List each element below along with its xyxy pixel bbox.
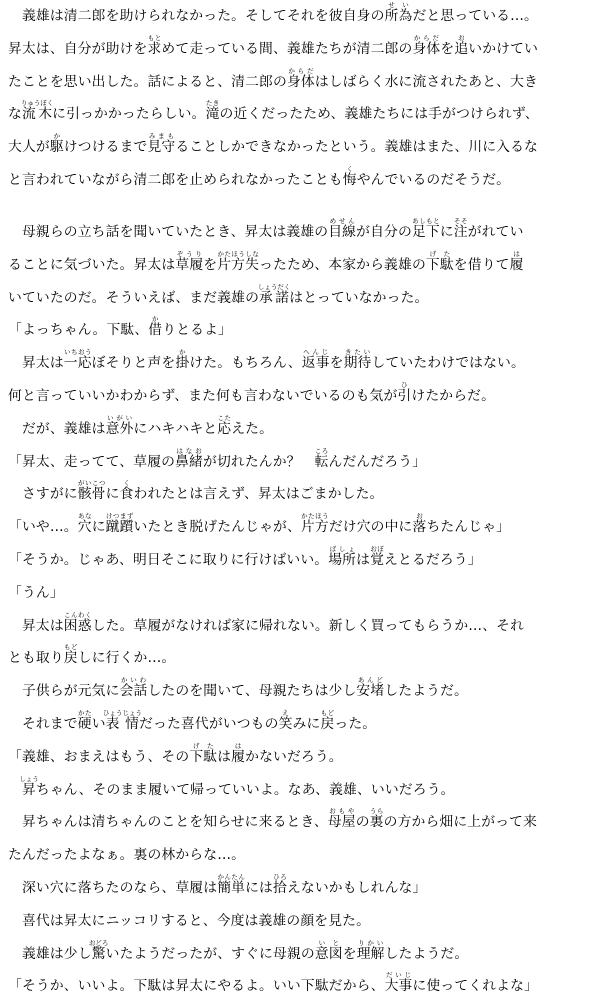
text-line: 義雄は清二郎を助けられなかった。そしてそれを彼自身の所為せいだと思っている…。 [8,1,539,24]
text-line: だが、義雄は意外いがいにハキハキと応こたえた。 [8,413,274,437]
text-line: 昇太は一応いちおうぼそりと声を掛かけた。もちろん、返事へんじを期待きたいしていたわけではない。 [8,348,525,372]
text-line: 「そうか。じゃあ、明日そこに取りに行けばいい。場所ばしょは覚おぼえとるだろう」 [8,544,482,568]
text-line: さすがに骸骨がいこつに食くわれたとは言えず、昇太はごまかした。 [8,479,384,503]
text-line: 「いや…。穴あなに蹴躓けつまずいたとき脱げたんじゃが、片方かたほうだけ穴の中に落おちたんじゃ」 [8,512,511,536]
text-line: 「昇太、走ってて、草履の鼻緒はなおが切れたんか？ 転ころんだんだろう」 [8,446,427,470]
text-line: ることに気づいた。昇太は草履ぞうりを片方失かたほうしなったため、本家から義雄の下駄げたを借りて履は [8,249,524,273]
text-line: 深い穴に落ちたのなら、草履は簡単かんたんには拾ひろえないかもしれんな」 [8,872,427,896]
text-line: 母親らの立ち話を聞いていたとき、昇太は義雄の目線めせんが自分の足あし下もとに注そそがれてい [8,217,524,240]
paragraph-2 [8,216,601,1003]
text-line: それまで硬かたい表情ひょうじょうだった喜代がいつもの笑えみに戻もどった。 [8,708,377,732]
text-line: 昇太は、自分が助けを求もとめて走っている間、義雄たちが清二郎の身体からだを追おいかけてい [8,33,539,57]
text-line: たんだったよなぁ。裏の林からな…。 [8,847,246,864]
text-line: とも取り戻もどしに行くか…。 [8,643,176,667]
text-line: 「よっちゃん。下駄、借かりとるよ」 [8,315,232,339]
text-line: 「義雄、おまえはもう、その下駄げたは履はかないだろう。 [8,741,343,765]
text-line: 昇しょうちゃん、そのまま履いて帰っていいよ。なあ、義雄、いいだろう。 [19,774,455,798]
text-line: いていたのだ。そういえば、まだ義雄の承諾しょうだくはとっていなかった。 [8,282,429,306]
text-line: と言われていながら清二郎を止められなかったことも悔くやんでいるのだそうだ。 [8,164,511,188]
text-line: 義雄は少し驚おどろいたようだったが、すぐに母親の意図いとを理解りかいしたようだ。 [8,938,469,962]
text-line: 「そうか、いいよ。下駄は昇太にやるよ。いい下駄だから、大事だいじに使ってくれよな」 [8,971,539,995]
text-line: 「うん」 [8,584,64,601]
text-line: 何と言っていいかわからず、また何も言わないでいるのも気が引ひけたからだ。 [8,380,496,404]
text-line: な流木りゅうぼくに引っかかったらしい。滝たきの近くだったため、義雄たちには手がつけられず、 [8,99,539,123]
text-line: 昇ちゃんは清ちゃんのことを知らせに来るとき、母屋おもやの裏うらの方から畑に上がって来 [8,807,538,831]
text-line: 昇太は困惑こんわくした。草履がなければ家に帰れない。新しく買ってもらうか…、それ [8,610,525,634]
paragraph-1 [8,0,601,197]
text-line: たことを思い出した。話によると、清二郎の身体からだはしばらく水に流されたあと、大き [8,66,538,90]
text-line: 喜代は昇太にニッコリすると、今度は義雄の顔を見た。 [8,912,371,929]
text-line: 大人が駆かけつけるまで見守みまもることしかできなかったという。義雄はまた、川に入るな [8,132,539,156]
text-line: 子供らが元気に会話かいわしたのを聞いて、母親たちは少し安堵あんどしたようだ。 [8,676,469,700]
